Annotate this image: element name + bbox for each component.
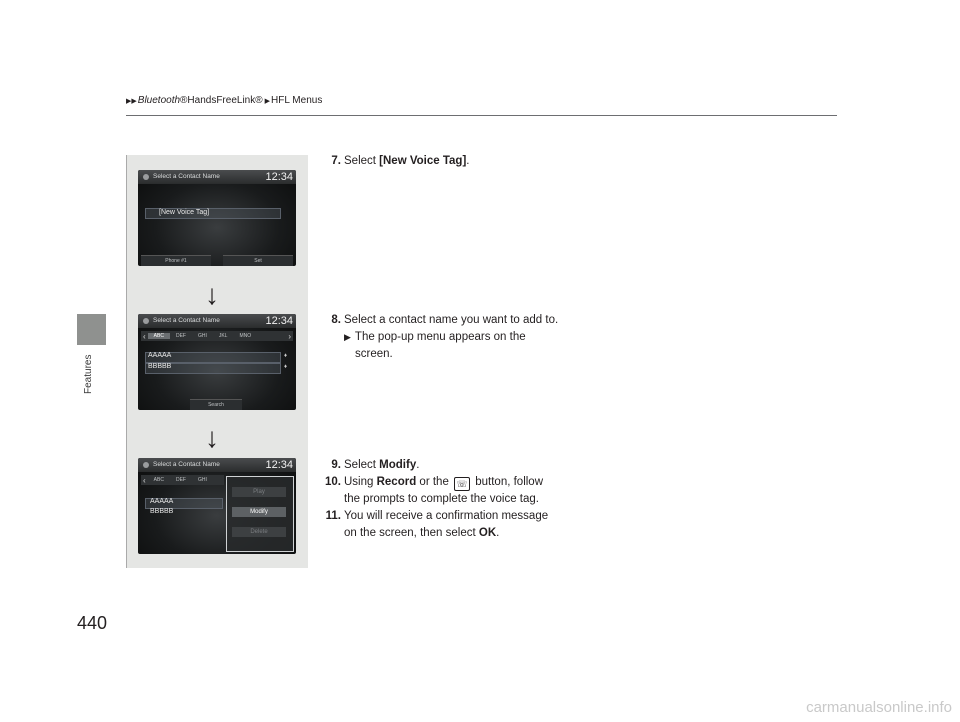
voice-tag-icon: ♦ <box>283 364 287 370</box>
screen-clock: 12:34 <box>265 459 293 471</box>
step-text: . <box>496 527 500 539</box>
step-11 <box>309 508 548 525</box>
contact-name: BBBBB <box>150 508 174 515</box>
step-text: button, follow <box>472 476 544 488</box>
voice-tag-icon: ♦ <box>283 353 287 359</box>
result-arrow-icon: ▶ <box>344 332 351 342</box>
popup-menu <box>226 476 294 552</box>
contact-name: BBBBB <box>148 363 172 370</box>
step-bold: Record <box>376 476 417 488</box>
tab-jkl[interactable]: JKL <box>218 333 228 339</box>
breadcrumb-menus: HFL Menus <box>271 95 323 106</box>
step-9 <box>309 457 419 474</box>
contact-name: AAAAA <box>148 352 172 359</box>
step-bold: [New Voice Tag] <box>379 155 467 167</box>
alphabet-tabs <box>141 475 224 485</box>
watermark: carmanualsonline.info <box>806 699 952 716</box>
screen-title: Select a Contact Name <box>153 317 220 324</box>
modify-option[interactable]: Modify <box>232 507 286 517</box>
step-bold: Modify <box>379 459 417 471</box>
home-icon <box>143 462 149 468</box>
tab-ghi[interactable]: GHI <box>197 477 207 483</box>
step-8-result <box>344 329 526 346</box>
page-number: 440 <box>77 613 108 633</box>
step-number: 7. <box>331 155 341 167</box>
delete-option[interactable]: Delete <box>232 527 286 537</box>
chevron-left-icon[interactable]: ‹ <box>143 475 146 485</box>
home-icon <box>143 318 149 324</box>
chevron-right-icon[interactable]: › <box>288 331 291 341</box>
screen-clock: 12:34 <box>265 171 293 183</box>
tab-abc[interactable]: ABC <box>148 333 170 339</box>
step-bold: OK <box>478 527 497 539</box>
section-label: Features <box>83 354 94 394</box>
talk-icon: ☏ <box>454 477 470 491</box>
play-option[interactable]: Play <box>232 487 286 497</box>
contact-name: AAAAA <box>150 498 174 505</box>
step-text: on the screen, then select <box>344 527 479 539</box>
breadcrumb-bluetooth: Bluetooth <box>137 95 181 106</box>
tab-mno[interactable]: MNO <box>239 333 252 339</box>
step-10 <box>309 474 543 491</box>
step-text: or the <box>416 476 453 488</box>
screen-contact-list <box>138 314 296 410</box>
step-8-result-cont: screen. <box>355 348 393 360</box>
header-rule <box>126 115 837 116</box>
step-text: Using <box>344 476 377 488</box>
section-tab <box>77 314 106 345</box>
breadcrumb <box>126 95 322 106</box>
tab-def[interactable]: DEF <box>175 477 186 483</box>
step-number: 10. <box>325 476 341 488</box>
screen-clock: 12:34 <box>265 315 293 327</box>
step-text: Select a contact name you want to add to. <box>344 314 559 326</box>
step-number: 11. <box>325 510 341 522</box>
screen-title: Select a Contact Name <box>153 461 220 468</box>
step-text: . <box>466 155 470 167</box>
breadcrumb-arrow-icon: ▶ <box>264 97 270 105</box>
down-arrow-icon: ↓ <box>205 422 219 453</box>
step-11-cont <box>344 525 499 542</box>
breadcrumb-reg: ® <box>180 95 188 106</box>
step-text: Select <box>344 155 380 167</box>
breadcrumb-arrow-icon: ▶▶ <box>126 97 137 105</box>
new-voice-tag-label: [New Voice Tag] <box>159 209 210 216</box>
step-7 <box>309 153 470 170</box>
screen-popup-menu <box>138 458 296 554</box>
breadcrumb-hfl: HandsFreeLink® <box>187 95 263 106</box>
screen-new-voice-tag <box>138 170 296 266</box>
phone-button[interactable]: Phone #1 <box>141 255 211 266</box>
set-button[interactable]: Set <box>223 255 293 266</box>
result-text: The pop-up menu appears on the <box>354 331 526 343</box>
tab-ghi[interactable]: GHI <box>197 333 207 339</box>
screen-title: Select a Contact Name <box>153 173 220 180</box>
search-button[interactable]: Search <box>190 399 242 410</box>
step-text: Select <box>344 459 380 471</box>
chevron-left-icon[interactable]: ‹ <box>143 331 146 341</box>
step-text: . <box>416 459 420 471</box>
step-8 <box>309 312 558 329</box>
tab-abc[interactable]: ABC <box>153 477 164 483</box>
alphabet-tabs <box>141 331 293 341</box>
step-10-cont: the prompts to complete the voice tag. <box>344 493 539 505</box>
home-icon <box>143 174 149 180</box>
step-text: You will receive a confirmation message <box>344 510 549 522</box>
down-arrow-icon: ↓ <box>205 279 219 310</box>
tab-def[interactable]: DEF <box>175 333 186 339</box>
step-number: 9. <box>331 459 341 471</box>
step-number: 8. <box>331 314 341 326</box>
